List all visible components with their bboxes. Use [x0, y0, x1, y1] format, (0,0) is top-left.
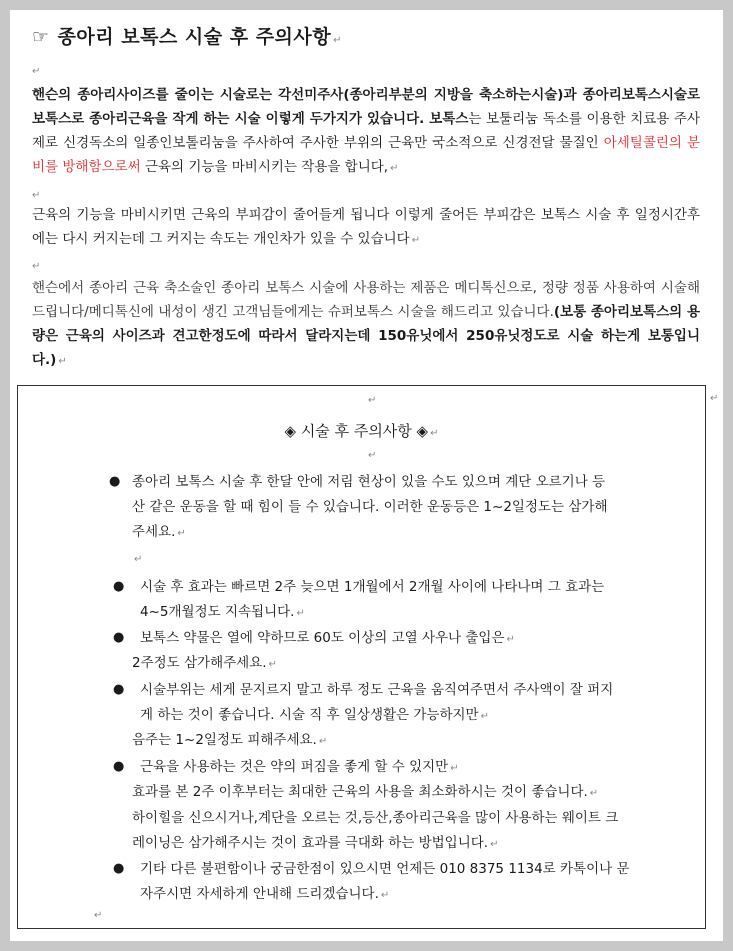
bullet-icon: ●: [109, 474, 121, 489]
title-text: 종아리 보톡스 시술 후 주의사항: [57, 26, 332, 48]
paragraph-mark-icon: ↵: [390, 163, 399, 174]
effect-text: 근육의 기능을 마비시키면 근육의 부피감이 줄어들게 됩니다 이렇게 줄어든 부피감은 보톡스 시술 후 일정시간후에는 다시 커지는데 그 커지는 속도는 개인차가 있을 수 있습니다: [32, 207, 700, 247]
caution-item-4: [140, 678, 695, 729]
caution-title: [18, 420, 705, 441]
bullet-icon: ●: [113, 759, 125, 774]
paragraph-mark-icon: ↵: [58, 356, 67, 367]
caution-item-4-cont: [132, 728, 687, 754]
paragraph-mark-icon: ↵: [589, 788, 599, 799]
paragraph-mark-icon: ↵: [318, 736, 328, 747]
product-text: 핸슨에서 종아리 근육 축소술인 종아리 보톡스 시술에 사용하는 제품은 메디톡신으로, 정량 정품 사용하여 시술해 드립니다/메디톡신에 내성이 생긴 고객님들에게는 슈퍼보톡스 시술을 해드리고 있습니다.: [32, 280, 700, 320]
paragraph-mark-icon: ↵: [480, 711, 489, 722]
caution-item-1: [132, 470, 697, 572]
paragraph-mark-icon: ↵: [368, 395, 377, 406]
caution-item-line: 보톡스 약물은 열에 약하므로 60도 이상의 고열 사우나 출입은 ↵: [140, 630, 515, 646]
document-page: [10, 10, 723, 941]
dosage-text: (보통 종아리보톡스의 용량은 근육의 사이즈과 견고한정도에 따라서 달라지는데 150유닛에서 250유닛정도로 시술 하는게 보통입니다.): [32, 304, 700, 368]
caution-item-line: 주세요. ↵: [132, 524, 186, 540]
intro-text-end: 근육의 기능을 마비시키는 작용을 합니다,: [140, 159, 389, 175]
paragraph-mark-icon: ↵: [710, 393, 719, 404]
caution-title-text: ◈ 시술 후 주의사항 ◈: [284, 422, 429, 440]
effect-paragraph: [32, 203, 700, 253]
caution-item-line: 효과를 본 2주 이후부터는 최대한 근육의 사용을 최소화하시는 것이 좋습니다. ↵: [132, 784, 599, 800]
caution-item-line: 시술부위는 세게 문지르지 말고 하루 정도 근육을 움직여주면서 주사액이 잘 퍼지: [140, 682, 614, 698]
bullet-icon: ●: [113, 682, 125, 697]
bullet-icon: ●: [113, 630, 125, 645]
caution-item-line: 기타 다른 불편함이나 궁금한점이 있으시면 언제든 010 8375 1134로 카톡이나 문: [140, 861, 630, 877]
paragraph-mark-icon: ↵: [32, 261, 41, 272]
empty-line: [132, 546, 697, 572]
caution-item-line: 4~5개월정도 지속됩니다. ↵: [140, 604, 305, 620]
caution-item-2: [140, 575, 695, 626]
intro-bold-text: 핸슨의 종아리사이즈를 줄이는 시술로는 각선미주사(종아리부분의 지방을 축소하는시술)과 종아리보톡스시술로 보톡스로 종아리근육을 작게 하는 시술 이렇게 두가지가 있습니다. 보톡스: [32, 87, 700, 127]
page-title: [32, 22, 342, 49]
paragraph-mark-icon: ↵: [368, 450, 377, 461]
paragraph-mark-icon: ↵: [490, 839, 499, 850]
caution-item-line: 레이닝은 삼가해주시는 것이 효과를 극대화 하는 방법입니다. ↵: [132, 835, 499, 851]
bullet-icon: ●: [113, 861, 125, 876]
paragraph-mark-icon: ↵: [450, 763, 459, 774]
paragraph-mark-icon: ↵: [506, 634, 515, 645]
caution-item-line: 하이힐을 신으시거나,계단을 오르는 것,등산,종아리근육을 많이 사용하는 웨이트 크: [132, 810, 619, 826]
caution-item-line: 근육을 사용하는 것은 약의 퍼짐을 좋게 할 수 있지만 ↵: [140, 759, 459, 775]
product-paragraph: [32, 276, 700, 374]
paragraph-mark-icon: ↵: [94, 910, 103, 921]
paragraph-mark-icon: ↵: [430, 428, 439, 439]
paragraph-mark-icon: ↵: [380, 890, 390, 901]
intro-text: 는 보툴리눔 독소를 이용한 치료용 주사제로 신경독소의 일종인보톨리눔을 주사하여 주사한 부위의 근육만 국소적으로 신경전달 물질인: [32, 111, 700, 151]
paragraph-mark-icon: ↵: [268, 659, 277, 670]
caution-item-5: [140, 755, 695, 781]
caution-item-5-cont: [132, 780, 697, 857]
paragraph-mark-icon: ↵: [333, 35, 342, 46]
paragraph-mark-icon: ↵: [32, 66, 41, 77]
paragraph-mark-icon: ↵: [32, 190, 41, 201]
paragraph-mark-icon: ↵: [411, 235, 421, 246]
caution-box: [17, 385, 706, 929]
bullet-icon: ●: [113, 579, 125, 594]
caution-item-6: [140, 857, 695, 908]
highlight-text: 아세틸콜린의 분비를 방해함으로써: [32, 135, 700, 175]
pointing-hand-icon: ☞: [32, 26, 50, 48]
caution-item-3-cont: [132, 651, 687, 677]
caution-item-line: 게 하는 것이 좋습니다. 시술 직 후 일상생활은 가능하지만 ↵: [140, 707, 489, 723]
paragraph-mark-icon: ↵: [296, 608, 305, 619]
intro-paragraph: [32, 83, 700, 181]
caution-item-3: [140, 626, 695, 652]
caution-item-line: 종아리 보톡스 시술 후 한달 안에 저림 현상이 있을 수도 있으며 계단 오르기나 등: [132, 474, 606, 490]
paragraph-mark-icon: ↵: [134, 554, 143, 565]
paragraph-mark-icon: ↵: [177, 528, 186, 539]
caution-item-line: 2주정도 삼가해주세요. ↵: [132, 655, 277, 671]
caution-item-line: 음주는 1~2일정도 피해주세요. ↵: [132, 732, 328, 748]
caution-item-line: 자주시면 자세하게 안내해 드리겠습니다. ↵: [140, 886, 390, 902]
caution-item-line: 산 같은 운동을 할 때 힘이 들 수 있습니다. 이러한 운동등은 1~2일정도는 삼가해: [132, 499, 608, 515]
caution-item-line: 시술 후 효과는 빠르면 2주 늦으면 1개월에서 2개월 사이에 나타나며 그 효과는: [140, 579, 605, 595]
